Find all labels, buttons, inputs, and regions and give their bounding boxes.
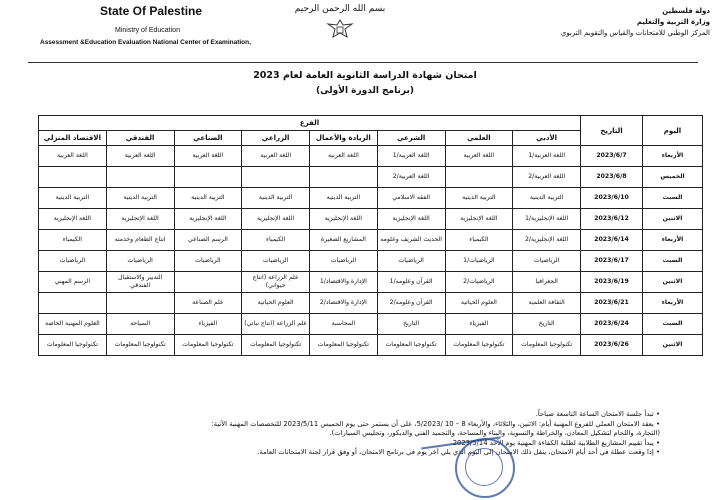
subject-cell: علم الصناعة [174, 293, 242, 314]
subject-cell: تكنولوجيا المعلومات [242, 335, 310, 356]
branch-group-header: الفرع [39, 116, 581, 131]
subject-cell: تكنولوجيا المعلومات [174, 335, 242, 356]
subject-cell: الرياضيات [242, 251, 310, 272]
subject-cell: الرياضيات [513, 251, 581, 272]
day-cell: السبت [643, 314, 703, 335]
subject-cell: اللغة الإنجليزية [106, 209, 174, 230]
subject-cell: الرياضيات [377, 251, 445, 272]
ministry-name-ar: وزارة التربية والتعليم [636, 18, 710, 26]
exam-notes [60, 410, 660, 458]
subject-cell: التاريخ [513, 314, 581, 335]
branch-header-cell: الزراعي [242, 131, 310, 146]
date-cell: 2023/6/21 [581, 293, 643, 314]
day-cell: الأربعاء [643, 146, 703, 167]
day-column-header: اليوم [643, 116, 703, 146]
subject-cell: اللغة الإنجليزية [174, 209, 242, 230]
subject-cell: الإدارة والاقتصاد/2 [310, 293, 378, 314]
subject-cell: الرياضيات [106, 251, 174, 272]
note-line: • تبدأ جلسة الامتحان الساعة التاسعة صباحاً. [535, 410, 660, 418]
note-line: • إذا وقعت عطلة في أحد أيام الامتحان، ينقل ذلك الامتحان إلى اليوم الذي يلي آخر يوم في برنامج الامتحان، أو وفق قرار لجنة الامتحانات العامة. [257, 448, 660, 456]
branch-header-cell: الاقتصاد المنزلي [39, 131, 107, 146]
subject-cell: القرآن وعلومه/2 [377, 293, 445, 314]
subject-cell: الرياضيات [310, 251, 378, 272]
table-row [39, 251, 703, 272]
table-row [39, 230, 703, 251]
subject-cell [174, 272, 242, 293]
subject-cell: اللغة الإنجليزية [310, 209, 378, 230]
subject-cell: الرياضيات [174, 251, 242, 272]
table-row [39, 272, 703, 293]
official-stamp [455, 438, 515, 498]
date-cell: 2023/6/24 [581, 314, 643, 335]
subject-cell: العلوم المهنية الخاصة [39, 314, 107, 335]
subject-cell: الرياضيات/2 [445, 272, 513, 293]
subject-cell: اللغة الإنجليزية/1 [513, 209, 581, 230]
branch-header-cell: الصناعي [174, 131, 242, 146]
subject-cell: تكنولوجيا المعلومات [513, 335, 581, 356]
subject-cell: اللغة العربية [106, 146, 174, 167]
subject-cell: المحاسبة [310, 314, 378, 335]
subject-cell: المشاريع الصغيرة [310, 230, 378, 251]
subject-cell: الرسم المهني [39, 272, 107, 293]
date-cell: 2023/6/26 [581, 335, 643, 356]
center-name-en: Assessment &Education Evaluation National Center of Examination, [40, 39, 251, 46]
subject-cell: اللغة الإنجليزية [242, 209, 310, 230]
subject-cell: اللغة العربية/2 [377, 167, 445, 188]
branch-header-cell: العلمي [445, 131, 513, 146]
subject-cell: الكيمياء [39, 230, 107, 251]
state-name-en: State Of Palestine [100, 4, 203, 18]
header-divider [28, 62, 698, 63]
day-cell: الأربعاء [643, 230, 703, 251]
table-row [39, 335, 703, 356]
branch-header-cell: الأدبي [513, 131, 581, 146]
date-cell: 2023/6/19 [581, 272, 643, 293]
table-row [39, 314, 703, 335]
basmala: بسم الله الرحمن الرحيم [294, 4, 386, 14]
subject-cell: تكنولوجيا المعلومات [377, 335, 445, 356]
subject-cell: العلوم الحياتية [242, 293, 310, 314]
subject-cell: تكنولوجيا المعلومات [106, 335, 174, 356]
subject-cell [310, 167, 378, 188]
subject-cell: السياحة [106, 314, 174, 335]
subject-cell: الإدارة والاقتصاد/1 [310, 272, 378, 293]
subject-cell [39, 293, 107, 314]
table-row [39, 146, 703, 167]
date-cell: 2023/6/12 [581, 209, 643, 230]
subject-cell: الحديث الشريف وعلومه [377, 230, 445, 251]
subject-cell: اللغة العربية/2 [513, 167, 581, 188]
subject-cell: الجغرافيا [513, 272, 581, 293]
subject-cell [445, 167, 513, 188]
subject-cell: اللغة العربية [445, 146, 513, 167]
document-subtitle: (برنامج الدورة الأولى) [316, 86, 414, 96]
day-cell: الاثنين [643, 272, 703, 293]
day-cell: السبت [643, 251, 703, 272]
branch-header-cell: الريادة والأعمال [310, 131, 378, 146]
date-cell: 2023/6/17 [581, 251, 643, 272]
subject-cell [39, 167, 107, 188]
subject-cell: الكيمياء [445, 230, 513, 251]
subject-cell [106, 167, 174, 188]
subject-cell: اللغة الإنجليزية [445, 209, 513, 230]
letterhead-center [265, 4, 415, 46]
subject-cell: علم الزراعة (انتاج حيواني) [242, 272, 310, 293]
table-row [39, 209, 703, 230]
subject-cell: تكنولوجيا المعلومات [445, 335, 513, 356]
subject-cell: الرياضيات/1 [445, 251, 513, 272]
table-header-row [39, 116, 703, 131]
exam-schedule-table [38, 115, 703, 356]
date-column-header: التاريخ [581, 116, 643, 146]
subject-cell: اللغة العربية/1 [377, 146, 445, 167]
day-cell: الاثنين [643, 335, 703, 356]
arabic-letterhead [490, 6, 710, 39]
ministry-name-en: Ministry of Education [115, 27, 180, 34]
subject-cell: اللغة الإنجليزية [39, 209, 107, 230]
subject-cell [242, 167, 310, 188]
subject-cell: اللغة الإنجليزية/2 [513, 230, 581, 251]
subject-cell: اللغة العربية [310, 146, 378, 167]
document-title: امتحان شهادة الدراسة الثانوية العامة لعام 2023 [253, 70, 477, 81]
date-cell: 2023/6/8 [581, 167, 643, 188]
eagle-emblem-icon [326, 18, 354, 42]
subject-cell: التربية الدينية [106, 188, 174, 209]
subject-cell: العلوم الحياتية [445, 293, 513, 314]
note-line: • يعقد الامتحان العملي للفروع المهنية أيام: الاثنين، والثلاثاء، والأربعاء 8 – 10 /5/2023، على أن يستمر حتى يوم الخميس 2023/5/11 للتخصصات المهنية الآتية: [211, 419, 660, 428]
branch-header-cell: الفندقي [106, 131, 174, 146]
subject-cell: الثقافة العلمية [513, 293, 581, 314]
subject-cell: القرآن وعلومه/1 [377, 272, 445, 293]
subject-cell: التربية الدينية [310, 188, 378, 209]
subject-cell [106, 293, 174, 314]
subject-cell: تكنولوجيا المعلومات [310, 335, 378, 356]
subject-cell: التربية الدينية [513, 188, 581, 209]
date-cell: 2023/6/14 [581, 230, 643, 251]
note-line: (التجارة، واللحام لتشكيل المعادن، والخراطة والتسوية، والبناء والمساحة، والتجميد الفني والديكور، وتجليس السيارات). [329, 429, 660, 437]
table-row [39, 293, 703, 314]
table-row [39, 188, 703, 209]
subject-cell: انتاج الطعام وخدمته [106, 230, 174, 251]
center-name-ar: المركز الوطني للامتحانات والقياس والتقويم التربوي [560, 29, 710, 37]
table-row [39, 167, 703, 188]
subject-cell: التربية الدينية [242, 188, 310, 209]
subject-cell: الفيزياء [174, 314, 242, 335]
day-cell: السبت [643, 188, 703, 209]
date-cell: 2023/6/10 [581, 188, 643, 209]
subject-cell: اللغة العربية [174, 146, 242, 167]
day-cell: الاثنين [643, 209, 703, 230]
subject-cell: تكنولوجيا المعلومات [39, 335, 107, 356]
day-cell: الخميس [643, 167, 703, 188]
subject-cell: اللغة العربية [39, 146, 107, 167]
day-cell: الأربعاء [643, 293, 703, 314]
subject-cell: اللغة العربية/1 [513, 146, 581, 167]
subject-cell [174, 167, 242, 188]
subject-cell: الفيزياء [445, 314, 513, 335]
subject-cell: التدبير والاستقبال الفندقي [106, 272, 174, 293]
branch-header-cell: الشرعي [377, 131, 445, 146]
date-cell: 2023/6/7 [581, 146, 643, 167]
subject-cell: اللغة الإنجليزية [377, 209, 445, 230]
subject-cell: التربية الدينية [39, 188, 107, 209]
subject-cell: التربية الدينية [445, 188, 513, 209]
state-name-ar: دولة فلسطين [662, 7, 710, 15]
subject-cell: الرياضيات [39, 251, 107, 272]
subject-cell: الرسم الصناعي [174, 230, 242, 251]
subject-cell: التربية الدينية [174, 188, 242, 209]
subject-cell: الكيمياء [242, 230, 310, 251]
subject-cell: علم الزراعة (انتاج نباتي) [242, 314, 310, 335]
subject-cell: اللغة العربية [242, 146, 310, 167]
subject-cell: التاريخ [377, 314, 445, 335]
subject-cell: الفقه الاسلامي [377, 188, 445, 209]
note-line: • يبدأ تقييم المشاريع الطلابية لطلبة الكفاءة المهنية يوم الأحد 2023/5/14. [450, 438, 660, 447]
